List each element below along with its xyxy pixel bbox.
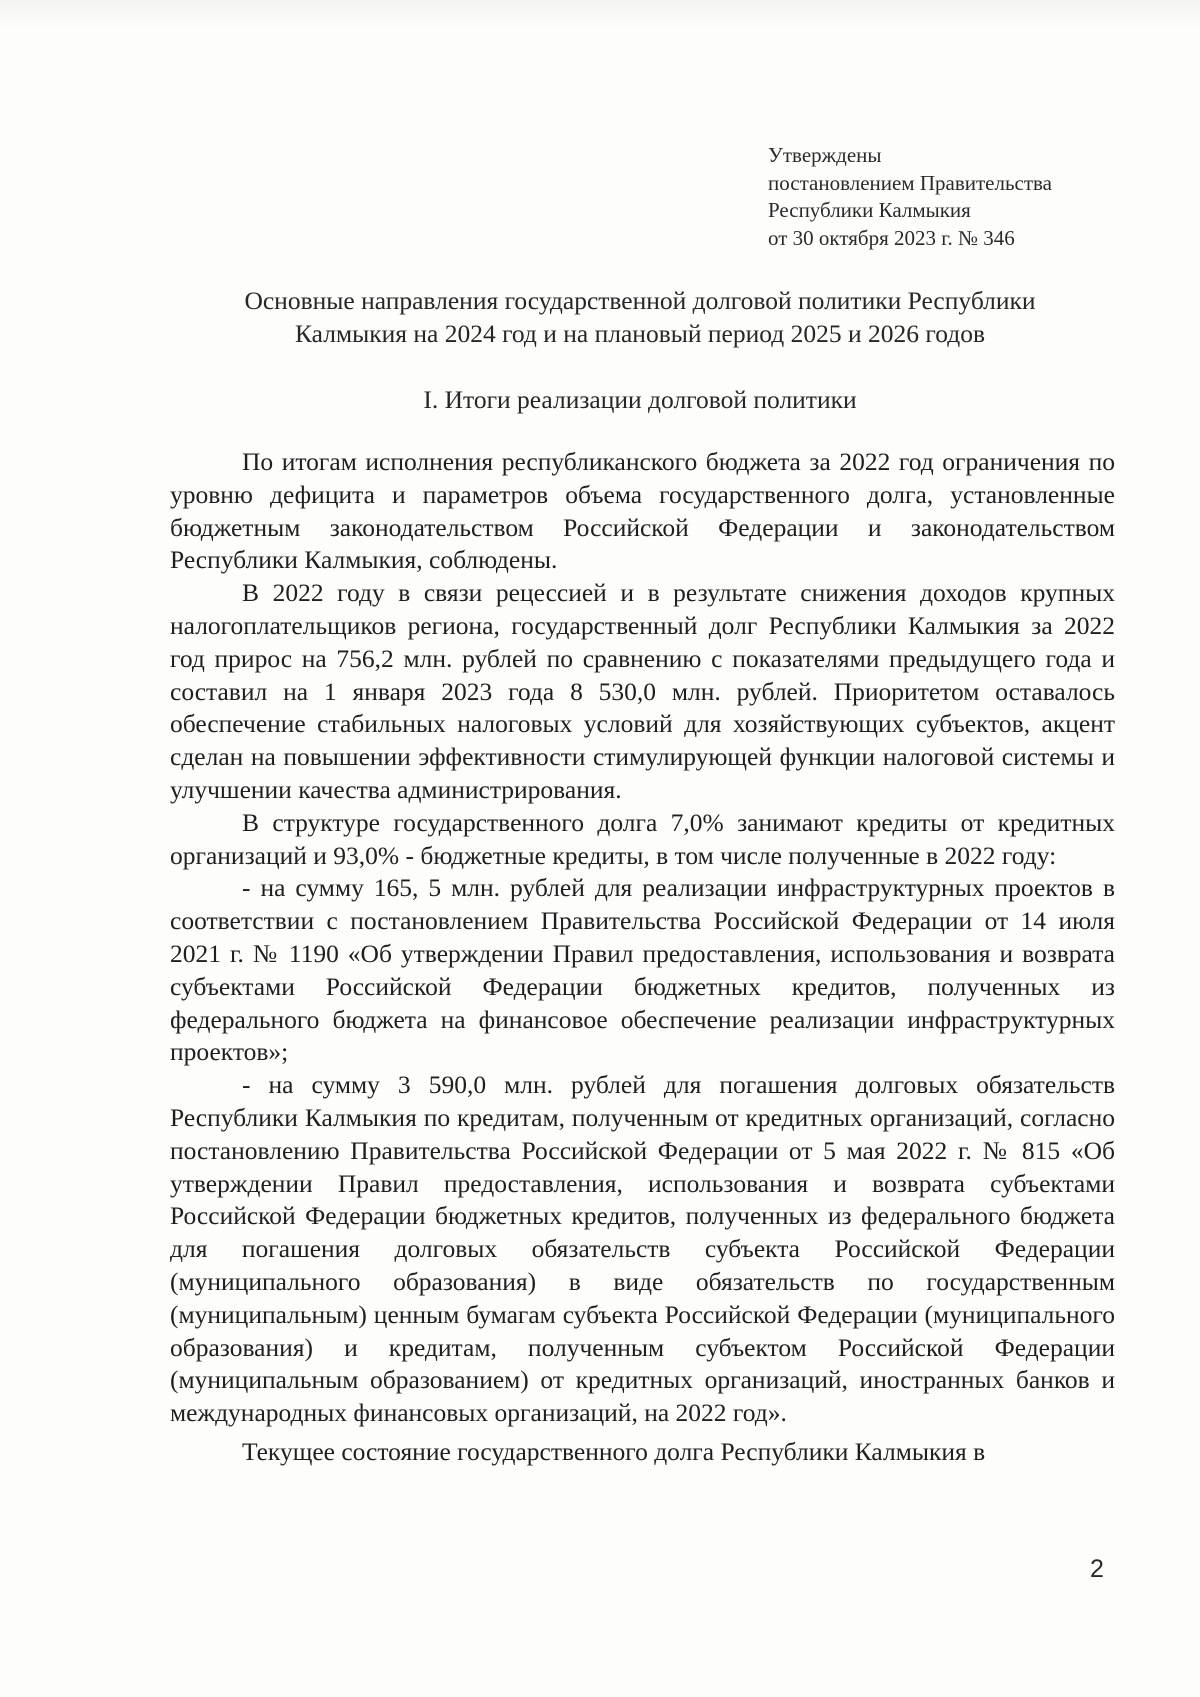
scan-edge-shadow — [0, 0, 1200, 30]
document-title-line: Калмыкия на 2024 год и на плановый период 2025 и 2026 годов — [295, 319, 985, 348]
approval-block — [768, 142, 1148, 252]
list-item: - на сумму 3 590,0 млн. рублей для погашения долговых обязательств Республики Калмыкия по кредитам, полученным от кредитных организаций, согласно постановлению Правительства Российской Федерации от 5 мая 2022 г. № 815 «Об утверждении Правил предоставления, использования и возврата субъектами Российской Федерации бюджетных кредитов, полученных из федерального бюджета для погашения долговых обязательств субъекта Российской Федерации (муниципального образования) в виде обязательств по государственным (муниципальным) ценным бумагам субъекта Российской Федерации (муниципального образования) и кредитам, полученным субъектом Российской Федерации (муниципальным образованием) от кредитных организаций, иностранных банков и международных финансовых организаций, на 2022 год». — [170, 1070, 1115, 1428]
list-item: - на сумму 165, 5 млн. рублей для реализации инфраструктурных проектов в соответствии с постановлением Правительства Российской Федерации от 14 июля 2021 г. № 1190 «Об утверждении Правил предоставления, использования и возврата субъектами Российской Федерации бюджетных кредитов, полученных из федерального бюджета на финансовое обеспечение реализации инфраструктурных проектов»; — [170, 873, 1115, 1067]
approval-line: Республики Калмыкия — [768, 198, 971, 222]
approval-line: от 30 октября 2023 г. № 346 — [768, 225, 1015, 250]
paragraph: В структуре государственного долга 7,0% занимают кредиты от кредитных организаций и 93,0% - бюджетные кредиты, в том числе полученные в 2022 году: — [170, 807, 1115, 870]
document-body — [170, 446, 1115, 1469]
approval-line: Утверждены — [768, 143, 882, 167]
approval-line: постановлением Правительства — [768, 170, 1053, 195]
page-number: 2 — [1090, 1555, 1104, 1583]
section-heading: I. Итоги реализации долговой политики — [423, 385, 857, 414]
document-title — [150, 284, 1130, 350]
document-title-line: Основные направления государственной долговой политики Республики — [244, 286, 1036, 315]
paragraph: В 2022 году в связи рецессией и в результате снижения доходов крупных налогоплательщиков региона, государственный долг Республики Калмыкия за 2022 год прирос на 756,2 млн. рублей по сравнению с показателями предыдущего года и составил на 1 января 2023 года 8 530,0 млн. рублей. Приоритетом оставалось обеспечение стабильных налоговых условий для хозяйствующих субъектов, акцент сделан на повышении эффективности стимулирующей функции налоговой системы и улучшении качества администрирования. — [170, 578, 1115, 804]
paragraph: Текущее состояние государственного долга Республики Калмыкия в — [242, 1436, 986, 1466]
paragraph: По итогам исполнения республиканского бюджета за 2022 год ограничения по уровню дефицита и параметров объема государственного долга, установленные бюджетным законодательством Российской Федерации и законодательством Республики Калмыкия, соблюдены. — [170, 447, 1115, 575]
